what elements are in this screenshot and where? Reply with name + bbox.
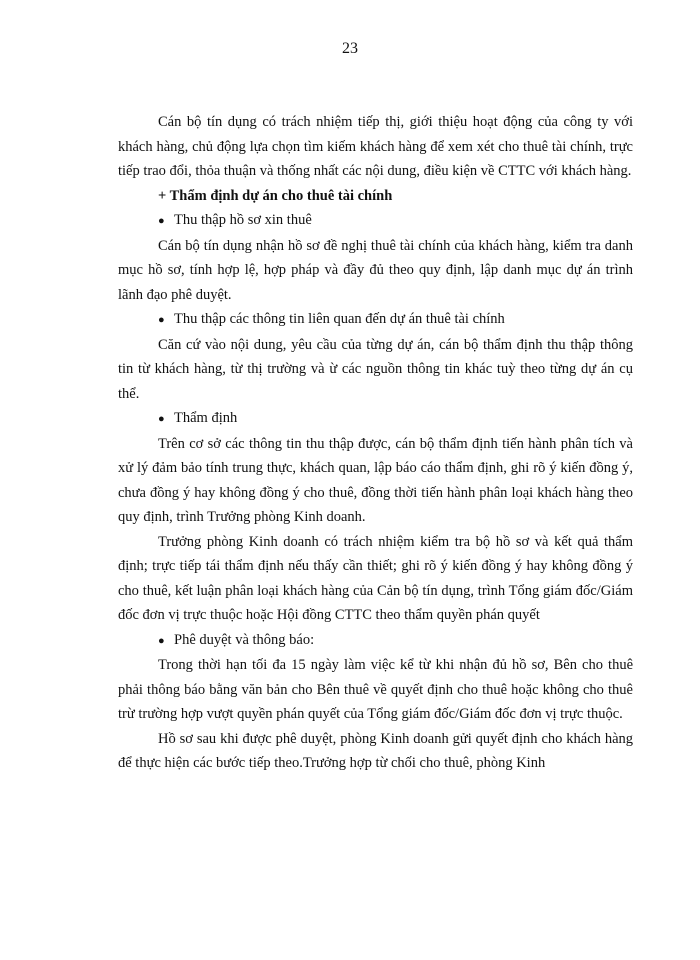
paragraph: Trong thời hạn tối đa 15 ngày làm việc kể từ khi nhận đủ hồ sơ, Bên cho thuê phải thông báo bằng văn bản cho Bên thuê về quyết định cho thuê hoặc không cho thuê trừ trường hợp vượt quyền phán quyết của Tổng giám đốc/Giám đốc đơn vị trực thuộc. xyxy=(118,657,633,722)
bullet-text: Thu thập hồ sơ xin thuê xyxy=(174,212,312,228)
paragraph: Trưởng phòng Kinh doanh có trách nhiệm kiểm tra bộ hồ sơ và kết quả thẩm định; trực tiếp tái thẩm định nếu thấy cần thiết; ghi rõ ý kiến đồng ý hay không đồng ý cho thuê, kết luận phân loại khách hàng của Cản bộ tín dụng, trình Tổng giám đốc/Giám đốc đơn vị trực thuộc hoặc Hội đồng CTTC theo thẩm quyền phán quyết xyxy=(118,533,633,623)
bullet-dot-icon: ● xyxy=(158,215,165,227)
bullet-text: Thu thập các thông tin liên quan đến dự án thuê tài chính xyxy=(174,311,505,327)
section-heading: + Thẩm định dự án cho thuê tài chính xyxy=(158,187,393,204)
bullet-text: Phê duyệt và thông báo: xyxy=(174,631,315,648)
bullet-item xyxy=(118,307,633,333)
document-body xyxy=(118,110,633,776)
bullet-dot-icon: ● xyxy=(158,314,165,326)
paragraph: Cán bộ tín dụng nhận hồ sơ đề nghị thuê tài chính của khách hàng, kiểm tra danh mục hồ sơ, tính hợp lệ, hợp pháp và đầy đủ theo quy định, lập danh mục dự án trình lãnh đạo phê duyệt. xyxy=(118,237,633,303)
bullet-item xyxy=(118,628,633,654)
page-number: 23 xyxy=(342,40,358,57)
bullet-item xyxy=(118,208,633,234)
bullet-text: Thẩm định xyxy=(174,410,238,426)
bullet-item xyxy=(118,406,633,432)
paragraph: Trên cơ sở các thông tin thu thập được, cán bộ thẩm định tiến hành phân tích và xử lý đảm bảo tính trung thực, khách quan, lập báo cáo thẩm định, ghi rõ ý kiến đồng ý, chưa đồng ý hay không đồng ý cho thuê, đồng thời tiến hành phân loại khách hàng theo quy định, trình Trưởng phòng Kinh doanh. xyxy=(118,435,633,525)
paragraph: Hồ sơ sau khi được phê duyệt, phòng Kinh doanh gửi quyết định cho khách hàng để thực hiện các bước tiếp theo.Trưởng hợp từ chối cho thuê, phòng Kinh xyxy=(118,730,633,771)
paragraph: Cán bộ tín dụng có trách nhiệm tiếp thị, giới thiệu hoạt động của công ty với khách hàng, chủ động lựa chọn tìm kiếm khách hàng để xem xét cho thuê tài chính, trực tiếp trao đổi, thỏa thuận và thống nhất các nội dung, điều kiện về CTTC với khách hàng. xyxy=(118,114,633,179)
bullet-dot-icon: ● xyxy=(158,634,165,647)
paragraph: Căn cứ vào nội dung, yêu cầu của từng dự án, cán bộ thẩm định thu thập thông tin từ khách hàng, từ thị trường và ừ các nguồn thông tin khác tuỳ theo từng dự án cụ thể. xyxy=(118,336,633,402)
bullet-dot-icon: ● xyxy=(158,413,165,425)
